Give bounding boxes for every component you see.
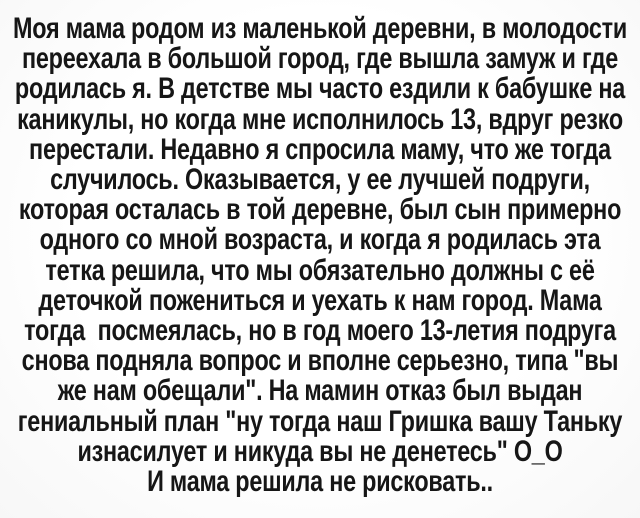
meme-text: Моя мама родом из маленькой деревни, в молодости переехала в большой город, где вышла замуж и где родилась я. В детстве мы часто ездили к бабушке на каникулы, но когда мне исполнилось 13, вдруг резко перестали. Недавно я спросила маму, что же тогда случилось. Оказывается, у ее лучшей подруги, которая осталась в той деревне, был сын примерно одного со мной возраста, и когда я родилась эта тетка решила, что мы обязательно должны с её деточкой пожениться и уехать к нам город. Мама тогда посмеялась, но в год моего 13-летия подруга снова подняла вопрос и вполне серьезно, типа "вы же нам обещали". На мамин отказ был выдан гениальный план "ну тогда наш Гришка вашу Таньку изнасилует и никуда вы не денетесь" О_О И мама решила не рисковать.. [12, 12, 627, 499]
